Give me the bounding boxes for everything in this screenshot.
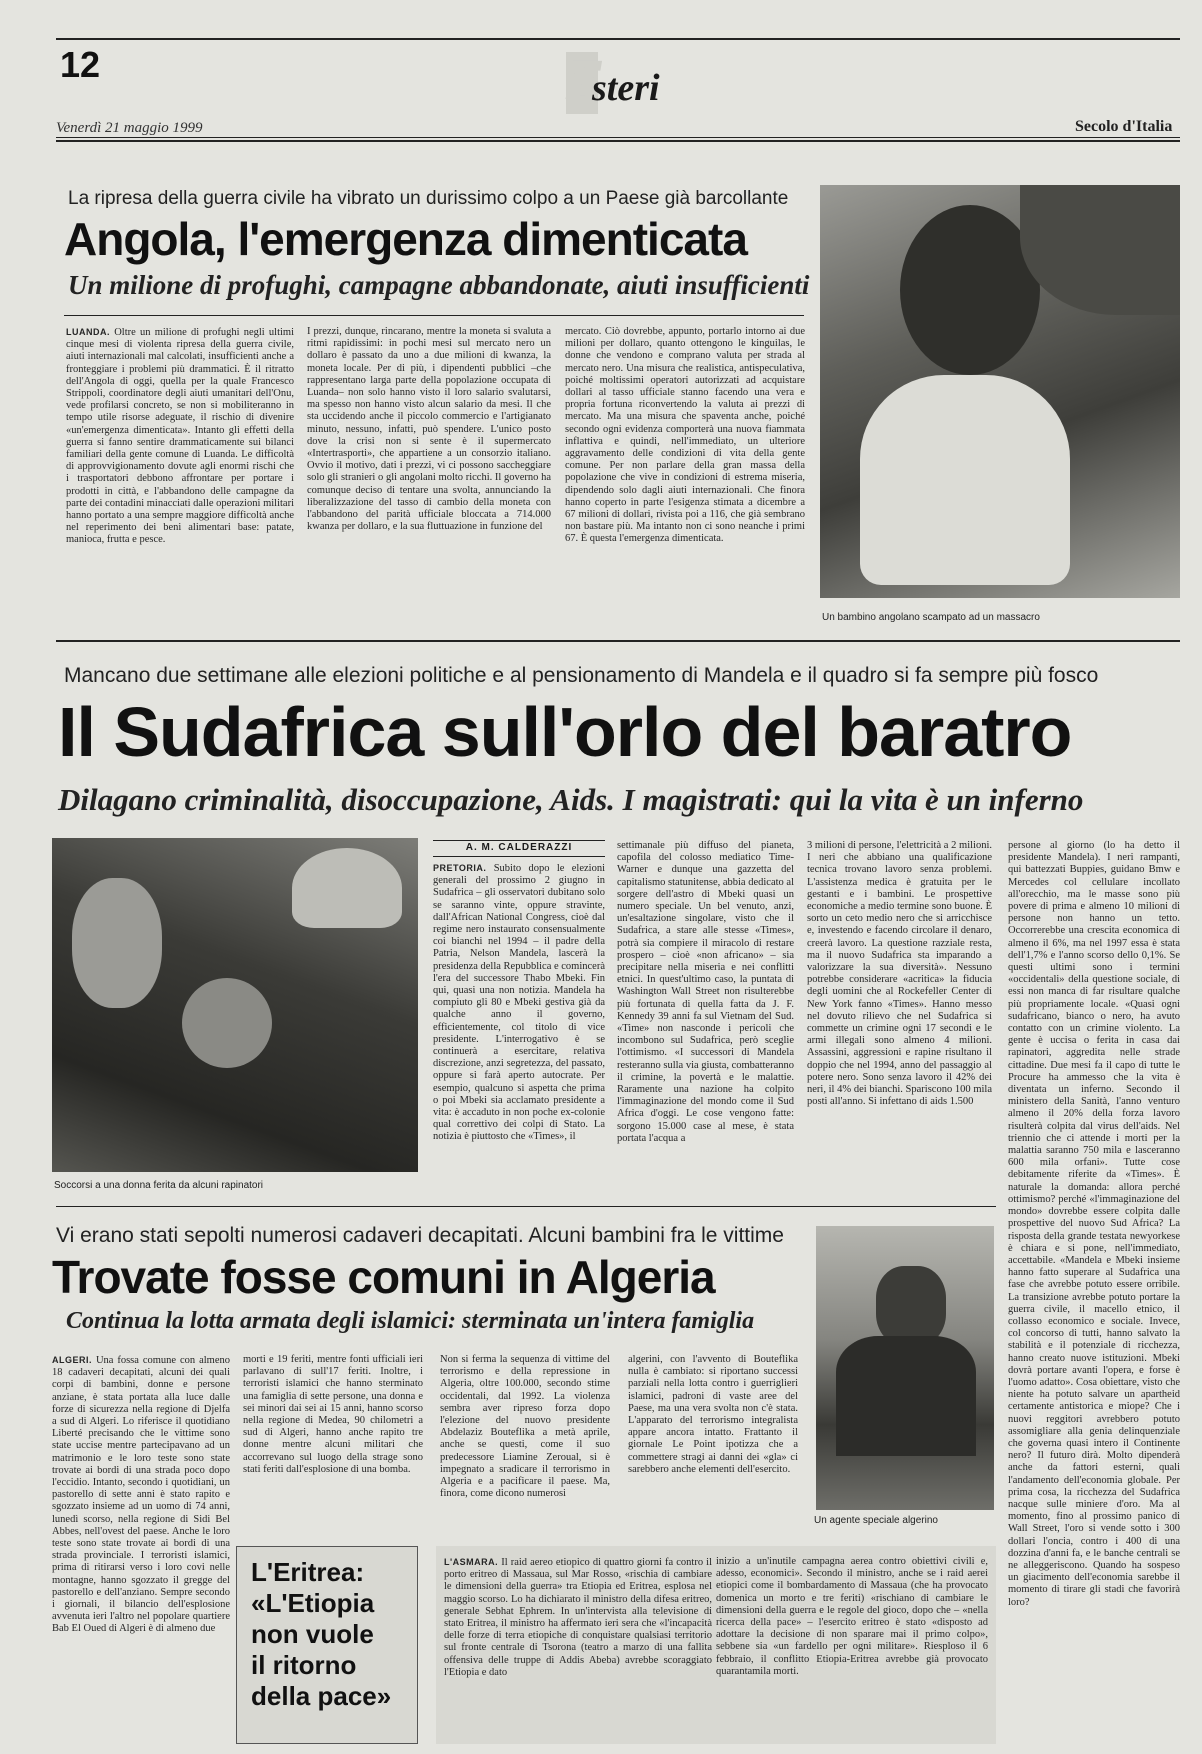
sudafrica-column-3 xyxy=(807,840,992,1192)
victim-head-shape xyxy=(182,978,272,1068)
sudafrica-headline: Il Sudafrica sull'orlo del baratro xyxy=(58,693,1072,771)
section-divider-1 xyxy=(56,640,1180,642)
algeria-text-4: algerini, con l'avvento di Bouteflika nulla è cambiato: si riportano successi parziali nella lotta contro i guerriglieri islamici, padroni di vaste aree del Paese, ma una vera svolta non c'è stata. L'apparato del terrorismo integralista appare ancora intatto. Frattanto il giornale Le Point ipotizza che a commettere stragi ai danni dei «gla» ci sarebbero anche elementi dell'esercito. xyxy=(628,1354,798,1475)
header-rule-thick xyxy=(56,140,1180,142)
issue-date: Venerdì 21 maggio 1999 xyxy=(56,120,203,136)
top-rule xyxy=(56,38,1180,40)
header-rule xyxy=(56,137,1180,138)
angola-photo xyxy=(820,185,1180,598)
section-initial: E xyxy=(566,47,605,112)
angola-text-3: mercato. Ciò dovrebbe, appunto, portarlo intorno ai due milioni per dollaro, quanto ottengono le kinguilas, le donne che vendono e comprano valuta per strada al mercato nero. Una misura che realistica, antispeculativa, poiché moltissimi operatori autorizzati ad acquistare dollari al tasso ufficiale stanno facendo una vera e propria fortuna riconvertendo la valuta ai prezzi di mercato. Ma una misura che spaventa anche, poiché secondo ogni evidenza comporterà una nuova fiammata inflattiva e quindi, nell'immediato, un ulteriore aggravamento delle condizioni di vita della gente comune. Per non parlare della gran massa della popolazione che vive in condizioni di estrema miseria, dipendendo solo dagli aiuti internazionali. Che finora hanno coperto in parte l'esigenza stimata a dicembre a 67 milioni di dollari, rivista poi a 116, che già sembrano non bastare più. Ma intanto non ci sono neanche i primi 67. È questa l'emergenza dimenticata. xyxy=(565,326,805,545)
algeria-column-1 xyxy=(52,1354,230,1740)
angola-column-2 xyxy=(307,326,551,630)
eritrea-column-1 xyxy=(444,1556,712,1742)
paper-name: Secolo d'Italia xyxy=(1075,118,1173,135)
algeria-column-2 xyxy=(243,1354,423,1504)
eritrea-text-2: inizio a un'inutile campagna aerea contro obiettivi civili e, adesso, economici». Secondo il ministro, anche se i raid aerei etiopici come il bombardamento di Massaua (che ha provocato domenica un morto e tre feriti) «rischiano di cambiare le dimensioni della guerra e le regole del gioco, dopo che – «nella ricerca della pace» – l'esercito eritreo è stato «disposto ad adottare la decisione di non sparare mai il primo colpo», sebbene sia «un fardello per ogni militare». Riesploso il 6 febbraio, il conflitto Etiopia-Eritrea avrebbe già provocato quarantamila morti. xyxy=(716,1556,988,1677)
angola-column-1 xyxy=(66,326,294,630)
eritrea-text-1: Il raid aereo etiopico di quattro giorni fa contro il porto eritreo di Massaua, sul Mar Rosso, «rischia di cambiare le dimensioni della guerra» tra Etiopia ed Eritrea, esplosa nel maggio scorso. Lo ha dichiarato il ministro della difesa eritreo, generale Sebhat Ephrem. In un'intervista alla televisione di stato Eritrea, il ministro ha affermato ieri sera che «l'incapacità delle forze di terra etiopiche di conquistare qualsiasi territorio sul fronte centrale di Tsorona (teatro a marzo di una fallita offensiva delle truppe di Addis Abeba) avrebbe scoraggiato l'Etiopia e dato xyxy=(444,1557,712,1678)
byline-rule-top xyxy=(433,840,605,841)
algeria-column-4 xyxy=(628,1354,798,1524)
page-number: 12 xyxy=(60,44,101,85)
sudafrica-text-3: 3 milioni di persone, l'elettricità a 2 milioni. I neri che abbiano una qualificazione tecnica trovano lavoro senza problemi. L'assistenza medica è gratuita per le gestanti e i bambini. Le prospettive economiche a medio termine sono buone. È sorto un ceto medio nero che si arricchisce e, investendo e facendo circolare il denaro, creerà lavoro. La questione razziale resta, ma il nuovo Sudafrica sta imparando a valorizzare la sua diversità». Nessuno potrebbe considerare «acritica» la fiducia degli uomini che al Rockefeller Center di New York fanno «Times». Hanno messo nel dovuto rilievo che nel Sudafrica si commette un crimine ogni 17 secondi e le armi illegali sono almeno 4 milioni. Assassini, aggressioni e rapine risultano il doppio che nel 1994, anno del passaggio al potere nero. Sono senza lavoro il 42% dei neri, il 4% dei bianchi. Spariscono 100 mila posti all'anno. Si infettano di aids 1.500 xyxy=(807,840,992,1108)
algeria-text-3: Non si ferma la sequenza di vittime del terrorismo e della repressione in Algeria, oltre 100.000, secondo stime occidentali, dal 1992. La violenza sembra aver ripreso forza dopo l'elezione del nuovo presidente Abdelaziz Bouteflika a metà aprile, anche se questi, come il suo predecessore Liamine Zeroual, si è impegnato a sradicare il terrorismo in Algeria e a pacificare il paese. Ma, finora, come dicono numerosi xyxy=(440,1354,610,1500)
sudafrica-column-4 xyxy=(1008,840,1180,1744)
eritrea-headline-box xyxy=(236,1546,418,1744)
angola-text-2: I prezzi, dunque, rincarano, mentre la moneta si svaluta a ritmi rapidissimi: in pochi mesi sul mercato nero un dollaro è passato da uno a due milioni di kwanza, la moneta locale. Per di più, i dipendenti pubblici –che rappresentano larga parte della popolazione occupata di Luanda– non solo hanno visto il loro salario svalutarsi, ma spesso non hanno visto alcun salario da mesi. Il che sta uccidendo anche il piccolo commercio e l'artigianato minuto, nessuno, infatti, può spendere. L'unico posto dove la crisi non si sente è il supermercato «Intertrasporti», che appartiene a un consorzio italiano. Ovvio il motivo, dati i prezzi, vi ci possono saccheggiare solo gli stranieri o gli angolani molto ricchi. Il governo ha comunque deciso di tentare una svolta, annunciando la liberalizzazione del tasso di cambio della moneta con l'abbandono del parità ufficiale bloccata a 714.000 kwanza per dollaro, e la sua fluttuazione in funzione del xyxy=(307,326,551,533)
algeria-text-2: morti e 19 feriti, mentre fonti ufficiali ieri parlavano di sull'17 feriti. Inoltre, i terroristi islamici che hanno sterminato una famiglia di sette persone, una donna e sei minori dai sei ai 15 anni, hanno scorso nella regione di Medea, 90 chilometri a sud di Algeri, hanno anche rapito tre donne mentre alcuni militari che accorrevano sul luogo della strage sono stati feriti dall'esplosione di una bomba. xyxy=(243,1354,423,1475)
angola-headline: Angola, l'emergenza dimenticata xyxy=(64,213,747,265)
algeria-column-3 xyxy=(440,1354,610,1524)
angola-text-1: Oltre un milione di profughi negli ultimi cinque mesi di violenta ripresa della guerra civile, aiuti internazionali mal calcolati, insufficienti anche a fronteggiare i problemi più drammatici. È il ritratto dell'Angola di oggi, quella per la quale Francesco Strippoli, coordinatore degli aiuti umanitari dell'Onu, vede profilarsi concreto, se non si mobiliteranno in tempo utile risorse adeguate, il rischio di divenire «un'emergenza dimenticata». Intanto gli effetti della guerra si fanno sentire drammaticamente sui bilanci familiari della gente comune di Luanda. Le difficoltà di approvvigionamento dovute agli enormi rischi che i trasportatori debbono affrontare per portare i prodotti in città, e l'abbandono delle campagne da parte dei contadini minacciati dalle operazioni militari hanno portato a una sempre maggiore difficoltà anche nel reperimento dei beni alimentari base: patate, manioca, frutta e pesce. xyxy=(66,327,294,546)
eritrea-dateline: L'ASMARA. xyxy=(444,1557,499,1567)
eritrea-headline-line-3: non vuole xyxy=(251,1619,374,1649)
algeria-headline: Trovate fosse comuni in Algeria xyxy=(52,1251,715,1303)
child-shirt-shape xyxy=(860,375,1070,585)
sudafrica-column-1 xyxy=(433,862,605,1192)
algeria-dateline: ALGERI. xyxy=(52,1355,93,1365)
eritrea-headline-line-5: della pace» xyxy=(251,1681,392,1711)
algeria-deck: Continua la lotta armata degli islamici: sterminata un'intera famiglia xyxy=(66,1308,755,1334)
eritrea-headline-line-4: il ritorno xyxy=(251,1650,357,1680)
byline-rule-bottom xyxy=(433,856,605,857)
sudafrica-deck: Dilagano criminalità, disoccupazione, Aids. I magistrati: qui la vita è un inferno xyxy=(58,782,1084,817)
agent-body-shape xyxy=(836,1336,976,1456)
angola-rule xyxy=(64,315,804,316)
rescuer-helmet-shape xyxy=(292,848,402,928)
sudafrica-text-1: Subito dopo le elezioni generali del prossimo 2 giugno in Sudafrica – gli osservatori dubitano solo se saranno vinte, oppure stravinte, dall'African National Congress, cioè dal regime nero instaurato consensualmente coi bianchi nel 1994 – il padre della Patria, Nelson Mandela, lascerà la presidenza della Repubblica e comincerà l'era del successore Thabo Mbeki. Fin qui, quasi una non notizia. Mandela ha compiuto gli 80 e Mbeki gestiva già da qualche anno il governo, efficientemente, col titolo di vice presidente. L'interrogativo è se continuerà a esercitare, relativa discrezione, anzi segretezza, del passato, oppure si farà aperto autocrate. Per esempio, qualcuno si aspetta che prima o poi Mbeki sia acclamato presidente a vita: è accaduto in non poche ex-colonie qual correttivo dei colpi di Stato. La notizia è piuttosto che «Times», il xyxy=(433,863,605,1143)
agent-head-shape xyxy=(876,1266,946,1346)
angola-deck: Un milione di profughi, campagne abbandonate, aiuti insufficienti xyxy=(68,270,810,300)
algeria-text-1: Una fossa comune con almeno 18 cadaveri decapitati, alcuni dei quali corpi di bambini, donne e persone anziane, è stata portata alla luce dalle forze di sicurezza nella regione di Djelfa a sud di Algeri. Lo riferisce il quotidiano Liberté precisando che le vittime sono state uccise mentre partecipavano ad un matrimonio e le loro teste sono state trovate ai bordi di una strada poco dopo l'eccidio. Intanto, secondo i quotidiani, un pastorello di sette anni è stato rapito e sgozzato insieme ad un uomo di 74 anni, lunedì scorso, nella regione di Sidi Bel Abbes, nell'ovest del paese. Anche le loro teste sono state trovate ai bordi di una strada provinciale. I terroristi islamici, prima di ritirarsi verso i loro covi nelle montagne, hanno sgozzato il gregge del pastorello e dell'anziano. Sempre secondo i giornali, il bilancio dell'esplosione avvenuta ieri l'altro nel popolare quartiere Bab El Oued di Algeri è di almeno due xyxy=(52,1355,230,1635)
sudafrica-photo xyxy=(52,838,418,1172)
sudafrica-column-2 xyxy=(617,840,794,1192)
algeria-kicker: Vi erano stati sepolti numerosi cadaveri decapitati. Alcuni bambini fra le vittime xyxy=(56,1224,784,1247)
sudafrica-text-2: settimanale più diffuso del pianeta, capofila del colosso mediatico Time-Warner e dunque una gazzetta del capitalismo statunitense, abbia dedicato al sorgere dell'astro di Mbeki quasi un numero speciale. Un bel venuto, anzi, un'esaltazione singolare, visto che il Sudafrica, a stare alle stesse «Times», potrà sia compiere il miracolo di restare prospero – cioè «non africano» – sia precipitare nella miseria e nei conflitti etnici. In quest'ultimo caso, la puntata di Washington Wall Street non risulterebbe più fortunata di quella fatta da J. F. Kennedy 39 anni fa sul Vietnam del Sud. «Time» non nasconde i pericoli che incombono sul Sudafrica, però sceglie l'ottimismo. «I successori di Mandela resteranno sulla via giusta, combatteranno il crimine, la povertà e le malattie. Raramente una nazione ha colpito l'immaginazione del mondo come il Sud Africa d'oggi. Le cose vengono fatte: sorgono 15.000 case al mese, è stata portata l'acqua a xyxy=(617,840,794,1144)
sudafrica-dateline: PRETORIA. xyxy=(433,863,487,873)
rescuer-figure-shape xyxy=(72,878,162,1008)
angola-column-3 xyxy=(565,326,805,630)
sudafrica-text-4: persone al giorno (lo ha detto il presidente Mandela). I neri rampanti, qui battezzati Buppies, guidano Bmw e Mercedes col cellulare incollato all'orecchio, ma le masse sono più povere di prima e almeno 10 milioni di persone non hanno un tetto. Occorrerebbe una crescita economica di almeno il 6%, ma nel 1997 essa è stata dell'1,7% e l'anno scorso dello 0,1%. Se questi ultimi sono i termini «occidentali» della questione sociale, di essi non manca di far risultare qualche più propriamente locale. «Quasi ogni sudafricano, bianco o nero, ha avuto contatto con un crimine violento. La gente è uccisa o ferita in casa dai rapinatori, aggredita nelle strade cittadine. Due mesi fa il capo di tutte le Procure ha ammesso che la vita è diventata un inferno. Secondo il ministero della Sanità, l'anno venturo almeno il 20% della forza lavoro risulterà colpita dal virus dell'aids. Nel triennio che ci attende i morti per la malattia saranno 750 mila e lasceranno 600 mila orfani». Tutte cose debitamente riferite da «Times». È naturale la domanda: allora perché ottimismo? perché «l'immaginazione del mondo» dovrebbe essere colpita dalle prospettive del nuovo Sud Africa? La risposta della grande testata newyorkese è chiara e si pone, nell'immediato, accettabile. «Mandela e Mbeki insieme hanno fatto superare al Sudafrica una fase che avrebbe potuto essere orribile. La transizione avrebbe potuto portare la guerra civile, il macello etnico, il collasso economico e sociale. Invece, col concorso di tutti, hanno salvato la stabilità e il potenziale di ricchezza, hanno creato nuove istituzioni. Mbeki dovrà portare avanti l'opera, e forse è l'uomo adatto». Cosa obiettare, visto che niente ha potuto salvare un apartheid certamente antistorica e miope? Che i nuovi reggitori avrebbero potuto assomigliare alla genia delinquenziale che governa quasi intero il Continente nero? Il futuro dirà. Molto dipenderà anche da fattori esterni, quali l'andamento dell'economia globale. Per prima cosa, la ricchezza del Sudafrica nacque sulle miniere d'oro. Ma al momento, fino al prossimo panico di Wall Street, l'oro si vende sotto i 300 dollari l'oncia, contro i 400 di una dozzina d'anni fa, e le banche centrali se ne alleggeriscono. Quando ha sospeso un giacimento dell'economia sarebbe il momento di tirare gli stadi che favorirà loro? xyxy=(1008,840,1180,1608)
angola-kicker: La ripresa della guerra civile ha vibrato un durissimo colpo a un Paese già barcollante xyxy=(68,188,789,209)
eritrea-column-2 xyxy=(716,1556,988,1742)
sudafrica-photo-caption: Soccorsi a una donna ferita da alcuni rapinatori xyxy=(54,1180,264,1191)
section-divider-2 xyxy=(56,1206,996,1207)
angola-dateline: LUANDA. xyxy=(66,327,110,337)
eritrea-headline-line-2: «L'Etiopia xyxy=(251,1588,375,1618)
eritrea-headline-line-1: L'Eritrea: xyxy=(251,1557,365,1587)
section-title: steri xyxy=(592,67,660,109)
angola-photo-caption: Un bambino angolano scampato ad un massacro xyxy=(822,612,1040,623)
algeria-photo xyxy=(816,1226,994,1510)
child-head-shape xyxy=(900,205,1040,375)
eritrea-headline xyxy=(251,1557,391,1712)
algeria-photo-caption: Un agente speciale algerino xyxy=(814,1515,938,1526)
sudafrica-byline: A. M. CALDERAZZI xyxy=(465,842,573,853)
sudafrica-kicker: Mancano due settimane alle elezioni politiche e al pensionamento di Mandela e il quadro si fa sempre più fosco xyxy=(64,664,1099,687)
adult-arm-shape xyxy=(1020,185,1180,315)
